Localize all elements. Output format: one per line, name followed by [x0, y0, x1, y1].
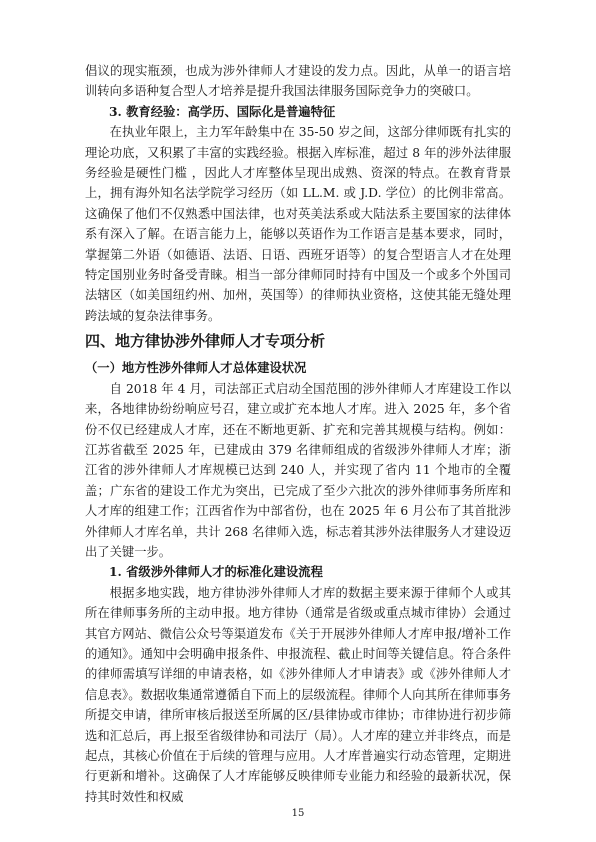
- paragraph-education: 在执业年限上，主力军年龄集中在 35-50 岁之间，这部分律师既有扎实的理论功底，又积累了丰富的实践经验。根据入库标准，超过 8 年的涉外法律服务经验是硬性门槛 ，因此人才库整体呈现出成熟、资深的特点。在教育背景上，拥有海外知名法学院学习经历（如 LL.M. 或 J.D. 学位）的比例非常高。这确保了他们不仅熟悉中国法律，也对英美法系或大陆法系主要国家的法律体系有深入了解。在语言能力上，能够以英语作为工作语言是基本要求，同时，掌握第二外语（如德语、法语、日语、西班牙语等）的复合型语言人才在处理特定国别业务时备受青睐。相当一部分律师同时持有中国及一个或多个外国司法辖区（如美国纽约州、加州，英国等）的律师执业资格，这使其能无缝处理跨法域的复杂法律事务。: [85, 125, 511, 323]
- paragraph-standardized-process: 根据多地实践，地方律协涉外律师人才库的数据主要来源于律师个人或其所在律师事务所的主动申报。地方律协（通常是省级或重点城市律协）会通过其官方网站、微信公众号等渠道发布《关于开展涉外律师人才库申报/增补工作的通知》。通知中会明确申报条件、申报流程、截止时间等关键信息。符合条件的律师需填写详细的申请表格，如《涉外律师人才申请表》或《涉外律师人才信息表》。数据收集通常遵循自下而上的层级流程。律师个人向其所在律师事务所提交申请，律所审核后报送至所属的区/县律协或市律协；市律协进行初步筛选和汇总后，再上报至省级律协和司法厅（局）。人才库的建立并非终点，而是起点，其核心价值在于后续的管理与应用。人才库普遍实行动态管理，定期进行更新和增补。这确保了人才库能够反映律师专业能力和经验的最新状况，保持其时效性和权威: [85, 585, 511, 804]
- heading-standardized-process: 1. 省级涉外律师人才的标准化建设流程: [109, 564, 323, 580]
- paragraph-intro: 倡议的现实瓶颈，也成为涉外律师人才建设的发力点。因此，从单一的语言培训转向多语种复合型人才培养是提升我国法律服务国际竞争力的突破口。: [85, 64, 511, 99]
- subsection-heading-1: （一）地方性涉外律师人才总体建设状况: [85, 360, 307, 376]
- section-heading-4: 四、地方律协涉外律师人才专项分析: [85, 332, 326, 351]
- heading-education: 3. 教育经验：高学历、国际化是普遍特征: [109, 103, 336, 119]
- paragraph-construction-status: 自 2018 年 4 月，司法部正式启动全国范围的涉外律师人才库建设工作以来，各地律协纷纷响应号召，建立或扩充本地人才库。进入 2025 年，多个省份不仅已经建成人才库，还在不断地更新、扩充和完善其规模与结构。例如：江苏省截至 2025 年，已建成由 379 名律师组成的省级涉外律师人才库；浙江省的涉外律师人才库规模已达到 240 人，并实现了省内 11 个地市的全覆盖；广东省的建设工作尤为突出，已完成了至少六批次的涉外律师事务所库和人才库的组建工作；江西省作为中部省份，也在 2025 年 6 月公布了其首批涉外律师人才库名单，共计 268 名律师入选，标志着其涉外法律服务人才建设迈出了关键一步。: [85, 381, 511, 559]
- page-content: [85, 61, 511, 807]
- page-number: 15: [291, 808, 305, 819]
